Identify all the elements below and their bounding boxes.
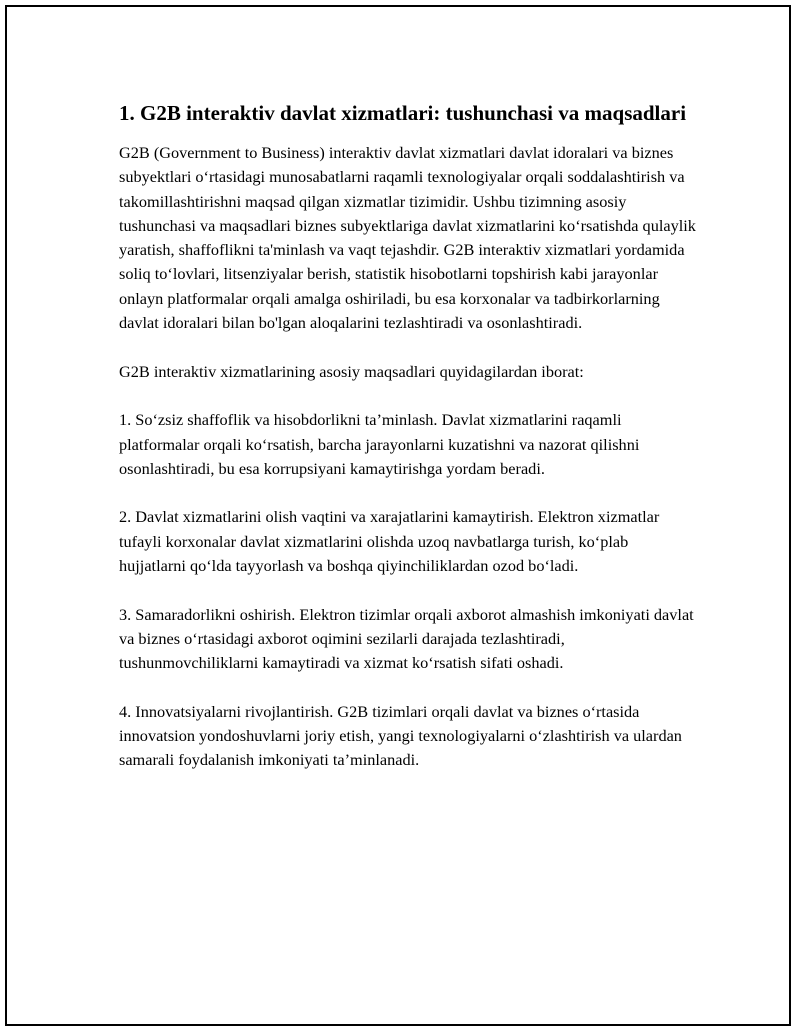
goal-item-2: 2. Davlat xizmatlarini olish vaqtini va xarajatlarini kamaytirish. Elektron xizmatlar tufayli korxonalar davlat xizmatlarini olishda uzoq navbatlarga turish, koʻplab hujjatlarni qoʻlda tayyorlash va boshqa qiyinchiliklardan ozod boʻladi. [119, 507, 660, 576]
document-body [119, 99, 699, 797]
goal-item-4: 4. Innovatsiyalarni rivojlantirish. G2B tizimlari orqali davlat va biznes oʻrtasida innovatsion yondoshuvlarni joriy etish, yangi texnologiyalarni oʻzlashtirish va ulardan samarali foydalanish imkoniyati taʼminlanadi. [119, 701, 682, 770]
section-heading: 1. G2B interaktiv davlat xizmatlari: tushunchasi va maqsadlari [119, 101, 687, 125]
goals-lead-paragraph: G2B interaktiv xizmatlarining asosiy maqsadlari quyidagilardan iborat: [119, 361, 584, 381]
document-page [5, 5, 791, 1026]
goal-item-3: 3. Samaradorlikni oshirish. Elektron tizimlar orqali axborot almashish imkoniyati davlat va biznes oʻrtasidagi axborot oqimini sezilarli darajada tezlashtiradi, tushunmovchiliklarni kamaytiradi va xizmat koʻrsatish sifati oshadi. [119, 604, 694, 673]
goal-item-1: 1. Soʻzsiz shaffoflik va hisobdorlikni taʼminlash. Davlat xizmatlarini raqamli platformalar orqali koʻrsatish, barcha jarayonlarni kuzatishni va nazorat qilishni osonlashtiradi, bu esa korrupsiyani kamaytirishga yordam beradi. [119, 410, 640, 478]
intro-paragraph: G2B (Government to Business) interaktiv davlat xizmatlari davlat idoralari va biznes subyektlari oʻrtasidagi munosabatlarni raqamli texnologiyalar orqali soddalashtirish va takomillashtirishni maqsad qilgan xizmatlar tizimidir. Ushbu tizimning asosiy tushunchasi va maqsadlari biznes subyektlariga davlat xizmatlarini koʻrsatishda qulaylik yaratish, shaffoflikni ta'minlash va vaqt tejashdir. G2B interaktiv xizmatlari yordamida soliq toʻlovlari, litsenziyalar berish, statistik hisobotlarni topshirish kabi jarayonlar onlayn platformalar orqali amalga oshiriladi, bu esa korxonalar va tadbirkorlarning davlat idoralari bilan bo'lgan aloqalarini tezlashtiradi va osonlashtiradi. [119, 143, 696, 333]
